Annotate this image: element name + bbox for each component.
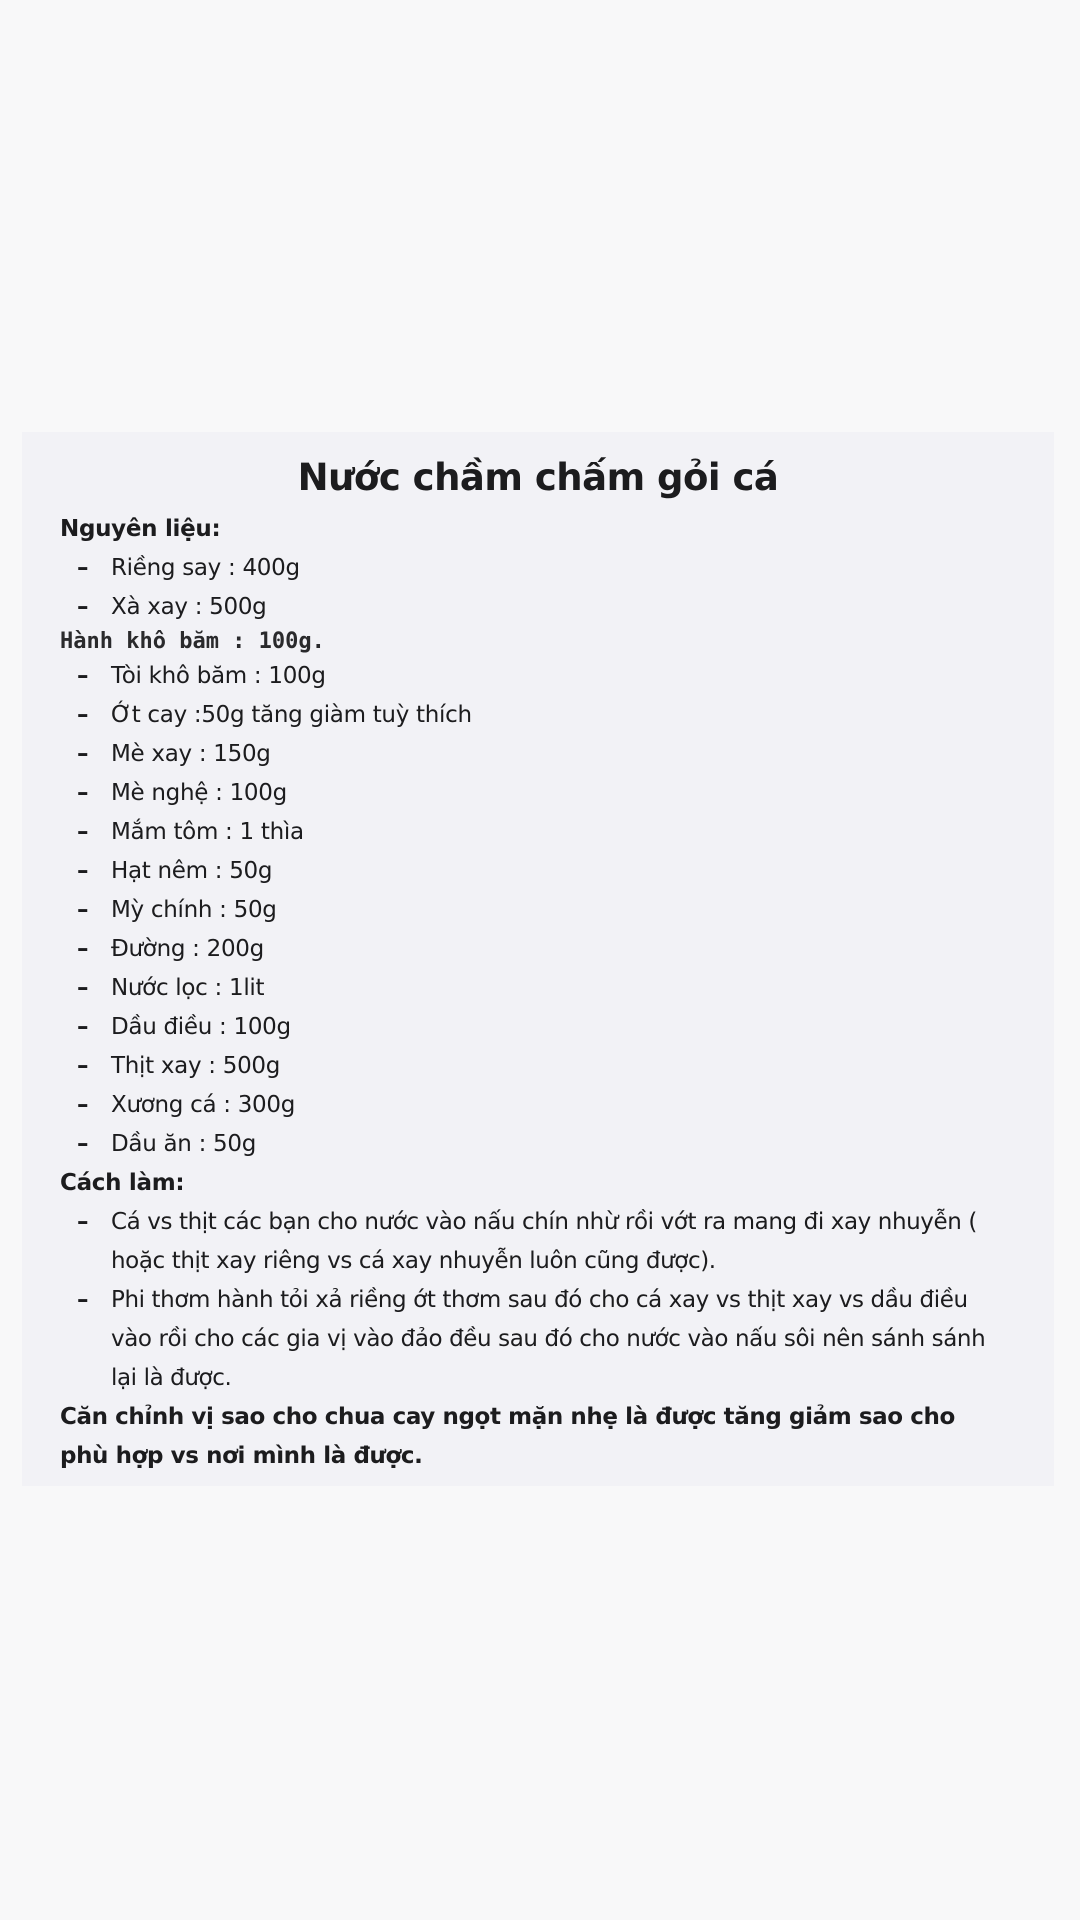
list-item: – Xà xay : 500g (60, 588, 1016, 627)
dash-bullet: – (77, 702, 89, 728)
dash-bullet: – (77, 1014, 89, 1040)
dash-bullet: – (77, 858, 89, 884)
list-item: – Riềng say : 400g (60, 549, 1016, 588)
list-item: – Dầu điều : 100g (60, 1008, 1016, 1047)
ingredients-heading: Nguyên liệu: (60, 516, 221, 542)
list-item: – Đường : 200g (60, 930, 1016, 969)
dash-bullet: – (77, 975, 89, 1001)
list-item: – Mè xay : 150g (60, 735, 1016, 774)
method-steps (60, 1203, 1016, 1398)
dash-bullet: – (77, 1053, 89, 1079)
dash-bullet: – (77, 1092, 89, 1118)
list-item: – Ớt cay :50g tăng giàm tuỳ thích (60, 696, 1016, 735)
dash-bullet: – (77, 594, 89, 620)
ingredients-list-1 (60, 549, 1016, 627)
dash-bullet: – (77, 663, 89, 689)
list-item: – Hạt nêm : 50g (60, 852, 1016, 891)
step-item: – Cá vs thịt các bạn cho nước vào nấu chín nhừ rồi vớt ra mang đi xay nhuyễn ( hoặc thịt xay riêng vs cá xay nhuyễn luôn cũng được). (60, 1203, 1016, 1281)
final-note: Căn chỉnh vị sao cho chua cay ngọt mặn nhẹ là được tăng giảm sao cho phù hợp vs nơi mình là được. (60, 1404, 955, 1469)
ingredients-list-2 (60, 657, 1016, 1164)
dash-bullet: – (77, 780, 89, 806)
list-item: – Mè nghệ : 100g (60, 774, 1016, 813)
method-heading: Cách làm: (60, 1170, 185, 1196)
list-item: – Mỳ chính : 50g (60, 891, 1016, 930)
recipe-card (22, 432, 1054, 1486)
recipe-title: Nước chầm chấm gỏi cá (297, 456, 779, 499)
list-item: – Xương cá : 300g (60, 1086, 1016, 1125)
dash-bullet: – (77, 1131, 89, 1157)
dash-bullet: – (77, 1209, 89, 1235)
list-item: – Nước lọc : 1lit (60, 969, 1016, 1008)
dash-bullet: – (77, 819, 89, 845)
dash-bullet: – (77, 1287, 89, 1313)
dash-bullet: – (77, 897, 89, 923)
list-item: – Dầu ăn : 50g (60, 1125, 1016, 1164)
dash-bullet: – (77, 555, 89, 581)
list-item: – Mắm tôm : 1 thìa (60, 813, 1016, 852)
step-item: – Phi thơm hành tỏi xả riềng ớt thơm sau đó cho cá xay vs thịt xay vs dầu điều vào rồi cho các gia vị vào đảo đều sau đó cho nước vào nấu sôi nên sánh sánh lại là được. (60, 1281, 1016, 1398)
list-item: – Tòi khô băm : 100g (60, 657, 1016, 696)
dash-bullet: – (77, 741, 89, 767)
dash-bullet: – (77, 936, 89, 962)
ingredient-mono-line: Hành khô băm : 100g. (60, 629, 325, 654)
list-item: – Thịt xay : 500g (60, 1047, 1016, 1086)
